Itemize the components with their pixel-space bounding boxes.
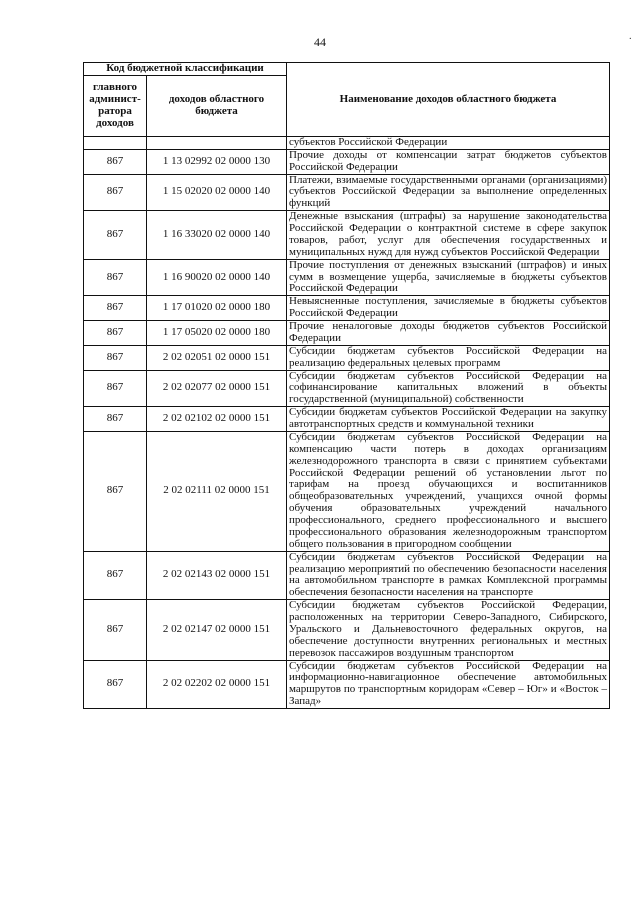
cell-admin-code: 867 <box>84 660 147 709</box>
cell-income-code: 1 16 33020 02 0000 140 <box>147 211 287 260</box>
cell-income-code: 2 02 02102 02 0000 151 <box>147 407 287 432</box>
table-row <box>84 149 610 174</box>
edge-mark: · <box>628 34 632 45</box>
table-row <box>84 174 610 211</box>
cell-admin-code: 867 <box>84 600 147 660</box>
table-row <box>84 600 610 660</box>
cell-income-code: 2 02 02051 02 0000 151 <box>147 345 287 370</box>
cell-income-name: Прочие неналоговые доходы бюджетов субъектов Российской Федерации <box>287 321 610 346</box>
cell-income-code: 2 02 02202 02 0000 151 <box>147 660 287 709</box>
cell-income-code: 1 15 02020 02 0000 140 <box>147 174 287 211</box>
budget-classification-table <box>83 62 610 709</box>
cell-income-code: 1 13 02992 02 0000 130 <box>147 149 287 174</box>
cell-income-code: 2 02 02143 02 0000 151 <box>147 551 287 600</box>
cell-income-name: Прочие поступления от денежных взысканий (штрафов) и иных сумм в возмещение ущерба, зачисляемые в бюджеты субъектов Российской Федерации <box>287 259 610 296</box>
table-row <box>84 345 610 370</box>
cell-income-code: 2 02 02147 02 0000 151 <box>147 600 287 660</box>
cell-income-name: Субсидии бюджетам субъектов Российской Федерации на закупку автотранспортных средств и коммунальной техники <box>287 407 610 432</box>
cell-code <box>147 136 287 149</box>
table-row <box>84 211 610 260</box>
cell-income-name: Прочие доходы от компенсации затрат бюджетов субъектов Российской Федерации <box>287 149 610 174</box>
cell-income-code: 1 17 01020 02 0000 180 <box>147 296 287 321</box>
cell-admin-code: 867 <box>84 321 147 346</box>
cell-income-name: Субсидии бюджетам субъектов Российской Федерации на информационно-навигационное обеспечение автомобильных маршрутов по транспортным коридорам «Север – Юг» и «Восток – Запад» <box>287 660 610 709</box>
cell-admin-code: 867 <box>84 211 147 260</box>
page-number: 44 <box>314 35 326 49</box>
cell-income-code: 1 16 90020 02 0000 140 <box>147 259 287 296</box>
cell-income-code: 2 02 02111 02 0000 151 <box>147 431 287 551</box>
cell-income-code: 2 02 02077 02 0000 151 <box>147 370 287 407</box>
cell-income-name: Субсидии бюджетам субъектов Российской Федерации, расположенных на территории Северо-Западного, Сибирского, Уральского и Дальневосточного федеральных округов, на обеспечение доступности внутренних региональных и местных перевозок пассажиров воздушным транспортом <box>287 600 610 660</box>
cell-income-name: Субсидии бюджетам субъектов Российской Федерации на реализацию мероприятий по обеспечению безопасности населения на автомобильном транспорте в рамках Комплексной программы обеспечения безопасности населения на транспорте <box>287 551 610 600</box>
cell-income-name: Субсидии бюджетам субъектов Российской Федерации на компенсацию части потерь в доходах организациям железнодорожного транспорта в связи с принятием субъектами Российской Федерации решений об установлении льгот по тарифам на проезд обучающихся и воспитанников общеобразовательных учреждений, учащихся очной формы обучения образовательных учреждений начального профессионального, среднего профессионального и высшего профессионального образования железнодорожным транспортом общего пользования в пригородном сообщении <box>287 431 610 551</box>
table-row <box>84 407 610 432</box>
table-row <box>84 551 610 600</box>
cell-income-name: Субсидии бюджетам субъектов Российской Федерации на реализацию федеральных целевых программ <box>287 345 610 370</box>
cell-income-name: Денежные взыскания (штрафы) за нарушение законодательства Российской Федерации о контрактной системе в сфере закупок товаров, работ, услуг для обеспечения государственных и муниципальных нужд для нужд субъектов Российской Федерации <box>287 211 610 260</box>
cell-admin-code: 867 <box>84 551 147 600</box>
cell-income-name: Невыясненные поступления, зачисляемые в бюджеты субъектов Российской Федерации <box>287 296 610 321</box>
cell-admin-code: 867 <box>84 149 147 174</box>
cell-income-name: Платежи, взимаемые государственными органами (организациями) субъектов Российской Федерации за выполнение определенных функций <box>287 174 610 211</box>
cell-admin-code: 867 <box>84 370 147 407</box>
cell-admin-code: 867 <box>84 174 147 211</box>
table-row <box>84 660 610 709</box>
cell-income-name: Субсидии бюджетам субъектов Российской Федерации на софинансирование капитальных вложений в объекты государственной (муниципальной) собственности <box>287 370 610 407</box>
cell-admin <box>84 136 147 149</box>
cell-admin-code: 867 <box>84 407 147 432</box>
table-row <box>84 259 610 296</box>
table-row <box>84 370 610 407</box>
cell-name-continuation: субъектов Российской Федерации <box>287 136 610 149</box>
table-row-continuation <box>84 136 610 149</box>
header-income-code: доходов областного бюджета <box>147 75 287 136</box>
cell-admin-code: 867 <box>84 431 147 551</box>
header-name: Наименование доходов областного бюджета <box>287 63 610 137</box>
table-row <box>84 296 610 321</box>
header-group: Код бюджетной классификации <box>84 63 287 76</box>
table-row <box>84 321 610 346</box>
cell-income-code: 1 17 05020 02 0000 180 <box>147 321 287 346</box>
cell-admin-code: 867 <box>84 259 147 296</box>
header-admin: главного админист-ратора доходов <box>84 75 147 136</box>
table-row <box>84 431 610 551</box>
cell-admin-code: 867 <box>84 296 147 321</box>
cell-admin-code: 867 <box>84 345 147 370</box>
